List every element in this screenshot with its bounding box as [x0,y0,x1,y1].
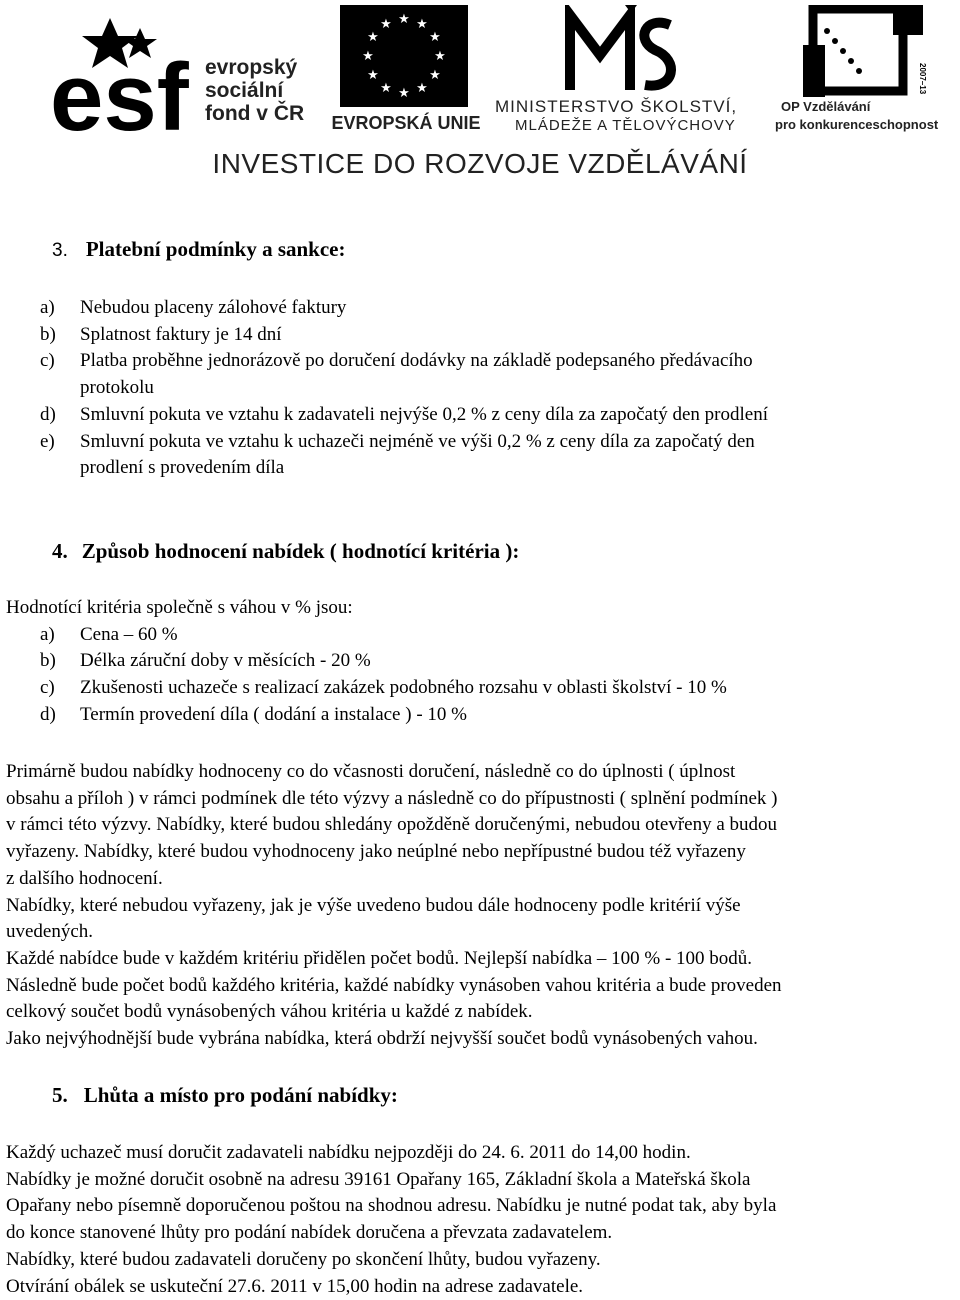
list-item: b) Splatnost faktury je 14 dní [40,323,282,345]
section4-number: 4. [52,539,68,563]
esf-mark-icon [50,8,200,136]
list-item: a) Cena – 60 % [40,623,178,645]
svg-text:★: ★ [367,68,379,83]
section3-list [40,295,940,482]
msmt-mark-icon [495,5,765,95]
svg-text:esf: esf [50,44,189,136]
evaluation-paragraph: Primárně budou nabídky hodnoceny co do včasnosti doručení, následně co do úplnosti ( úplnost obsahu a příloh ) v rámci podmínek dle této výzvy a následně co do přípustnosti ( splnění podmínek ) v rámci této výzvy. Nabídky, které budou shledány opožděně doručenými, nebudou otevřeny a budou vyřazeny. Nabídky, které budou vyhodnoceny jako neúplné nebo nepřípustné budou též vyřazeny z dalšího hodnocení. Nabídky, které nebudou vyřazeny, jak je výše uvedeno budou dále hodnoceny podle kritérií výše uvedených. Každé nabídce bude v každém kritériu přidělen počet bodů. Nejlepší nabídka – 100 % - 100 bodů. Následně bude počet bodů každého kritéria, každé nabídky vynásoben vahou kritéria a bude proveden celkový součet bodů vynásobených váhou kritéria u každé z nabídek. Jako nejvýhodnější bude vybrána nabídka, která obdrží nejvyšší součet bodů vynásobených vahou. [6,761,782,1050]
svg-text:★: ★ [434,49,446,64]
logo-header [0,0,960,190]
msmt-line2: MLÁDEŽE A TĚLOVÝCHOVY [515,117,736,134]
eu-flag-icon [340,5,468,107]
msmt-logo [495,5,765,135]
list-item: c) Zkušenosti uchazeče s realizací zakázek podobného rozsahu v oblasti školství - 10 % [40,677,727,699]
investice-banner: INVESTICE DO ROZVOJE VZDĚLÁVÁNÍ [212,148,748,179]
list-item: c) Platba proběhne jednorázově po doručení dodávky na základě podepsaného předávacího protokolu [40,350,753,399]
list-item: e) Smluvní pokuta ve vztahu k uchazeči nejméně ve výši 0,2 % z ceny díla za započatý den prodlení s provedením díla [40,430,755,479]
section3-number: 3. [52,240,68,261]
section5-title: Lhůta a místo pro podání nabídky: [83,1083,398,1107]
svg-text:★: ★ [380,81,392,96]
list-item: a) Nebudou placeny zálohové faktury [40,297,347,318]
section3-heading [52,236,346,265]
op-years-label: 2007–13 [918,63,927,95]
section4-heading [52,538,519,565]
esf-logo [50,8,320,136]
list-item: d) Termín provedení díla ( dodání a instalace ) - 10 % [40,703,467,725]
section5-number: 5. [52,1083,68,1107]
op-line1: OP Vzdělávání [781,99,871,114]
svg-text:★: ★ [416,17,428,32]
esf-text: evropský sociální fond v ČR [205,56,305,125]
list-item: d) Smluvní pokuta ve vztahu k zadavateli nejvýše 0,2 % z ceny díla za započatý den prodlení [40,403,768,425]
svg-text:★: ★ [398,86,410,101]
svg-text:★: ★ [367,30,379,45]
op-logo [775,5,950,135]
svg-text:★: ★ [380,17,392,32]
op-line2: pro konkurenceschopnost [775,117,939,132]
svg-text:★: ★ [429,30,441,45]
section3-title: Platební podmínky a sankce: [85,237,346,261]
section5-text: Každý uchazeč musí doručit zadavateli nabídku nejpozději do 24. 6. 2011 do 14,00 hodin. Nabídky je možné doručit osobně na adresu 39161 Opařany 165, Základní škola a Mateřská škola Opařany nebo písemně doporučenou poštou na shodnou adresu. Nabídku je nutné podat tak, aby byla do konce stanovené lhůty pro podání nabídek doručena a převzata zadavatelem. Nabídky, které budou zadavateli doručeny po skončení lhůty, budou vyřazeny. Otvírání obálek se uskuteční 27.6. 2011 v 15,00 hodin na adrese zadavatele. [6,1142,777,1297]
list-item: b) Délka záruční doby v měsících - 20 % [40,650,371,672]
op-mark-icon [775,5,950,97]
msmt-line1: MINISTERSTVO ŠKOLSTVÍ, [495,97,738,116]
svg-text:★: ★ [362,49,374,64]
section4-title: Způsob hodnocení nabídek ( hodnotící kritéria ): [81,539,520,563]
svg-text:★: ★ [416,81,428,96]
section4-criteria [6,595,956,729]
svg-text:★: ★ [429,68,441,83]
eu-label: EVROPSKÁ UNIE [331,113,481,133]
section5-heading [52,1082,398,1109]
eu-logo [328,5,484,135]
svg-text:★: ★ [398,12,410,27]
criteria-list [6,622,956,729]
criteria-intro: Hodnotící kritéria společně s váhou v % jsou: [6,597,353,618]
